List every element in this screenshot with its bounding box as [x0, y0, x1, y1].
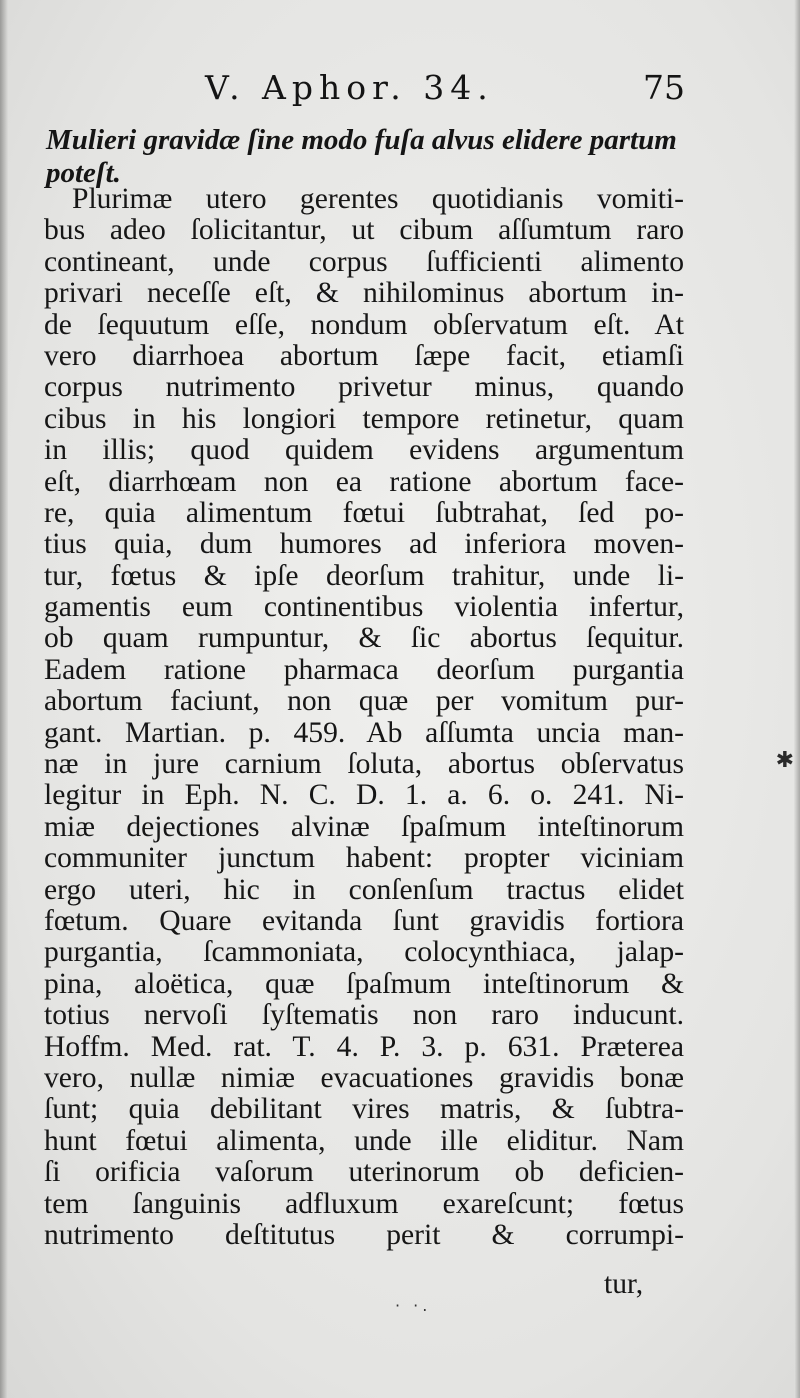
text-line: ergo uteri, hic in conſenſum tractus elidet: [44, 873, 684, 906]
text-line: hunt fœtui alimenta, unde ille eliditur. Nam: [44, 1124, 684, 1157]
text-line: bus adeo ſolicitantur, ut cibum aſſumtum raro: [44, 214, 684, 247]
text-line: in illis; quod quidem evidens argumentum: [44, 434, 684, 467]
text-line: tem ſanguinis adfluxum exareſcunt; fœtus: [44, 1187, 684, 1220]
text-line: ſunt; quia debilitant vires matris, & ſubtra-: [44, 1093, 684, 1126]
text-line: pina, aloëtica, quæ ſpaſmum inteſtinorum &: [44, 967, 684, 1000]
text-line: tius quia, dum humores ad inferiora moven-: [44, 528, 684, 561]
running-head: [205, 68, 685, 118]
text-line: corpus nutrimento privetur minus, quando: [44, 371, 684, 404]
text-line: purgantia, ſcammoniata, colocynthiaca, jalap-: [44, 936, 684, 969]
text-line: miæ dejectiones alvinæ ſpaſmum inteſtinorum: [44, 810, 684, 843]
catchword: tur,: [604, 1268, 644, 1300]
text-line: re, quia alimentum fœtui ſubtrahat, ſed po-: [44, 496, 684, 529]
text-line: nutrimento deſtitutus perit & corrumpi-: [44, 1218, 684, 1251]
text-line: vero diarrhoea abortum ſæpe facit, etiamſi: [44, 339, 684, 372]
text-line: gamentis eum continentibus violentia infertur,: [44, 591, 684, 624]
text-line: legitur in Eph. N. C. D. 1. a. 6. o. 241. Ni-: [44, 779, 684, 812]
text-line: de ſequutum eſſe, nondum obſervatum eſt. At: [44, 308, 684, 341]
text-line: gant. Martian. p. 459. Ab aſſumta uncia man-: [44, 716, 684, 749]
text-line: Plurimæ utero gerentes quotidianis vomiti-: [72, 183, 684, 215]
aphorism-statement: Mulieri gravidæ ſine modo fuſa alvus elidere partum poteſt.: [46, 124, 677, 189]
ink-smudge: ✱: [775, 748, 794, 773]
text-line: Hoffm. Med. rat. T. 4. P. 3. p. 631. Præterea: [44, 1030, 684, 1063]
text-line: cibus in his longiori tempore retinetur, quam: [44, 402, 684, 435]
running-head-title: V. Aphor. 34.: [205, 68, 494, 107]
text-line: totius nervoſi ſyſtematis non raro inducunt.: [44, 999, 684, 1032]
text-line: abortum faciunt, non quæ per vomitum pur-: [44, 685, 684, 718]
text-line: ob quam rumpuntur, & ſic abortus ſequitur.: [44, 622, 684, 655]
commentary-text: [44, 184, 684, 1251]
text-line: vero, nullæ nimiæ evacuationes gravidis bonæ: [44, 1061, 684, 1094]
text-line: tur, fœtus & ipſe deorſum trahitur, unde li-: [44, 559, 684, 592]
text-line: ſi orificia vaſorum uterinorum ob deficien-: [44, 1156, 684, 1189]
text-line: næ in jure carnium ſoluta, abortus obſervatus: [44, 748, 684, 781]
page-edge-left: [0, 0, 8, 1398]
text-line: privari neceſſe eſt, & nihilominus abortum in-: [44, 277, 684, 310]
ink-specks: · ·.: [395, 1296, 432, 1315]
text-line: fœtum. Quare evitanda ſunt gravidis fortiora: [44, 904, 684, 937]
page-number: 75: [643, 68, 685, 107]
page-edge-right: [794, 0, 800, 1398]
text-line: contineant, unde corpus ſufficienti alimento: [44, 245, 684, 278]
text-line: communiter junctum habent: propter viciniam: [44, 842, 684, 875]
text-line: eſt, diarrhœam non ea ratione abortum face-: [44, 465, 684, 498]
text-line: Eadem ratione pharmaca deorſum purgantia: [44, 653, 684, 686]
